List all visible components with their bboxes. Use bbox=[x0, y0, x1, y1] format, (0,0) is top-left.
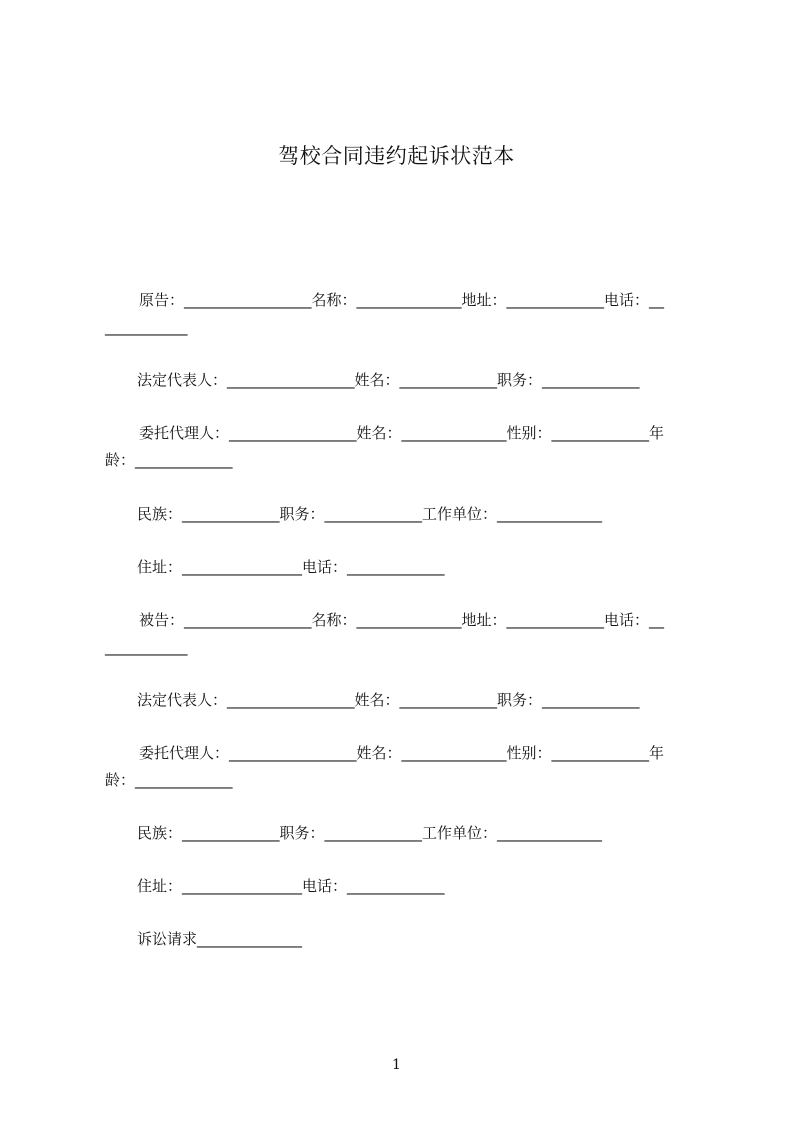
plaintiff-ethnic-text: 民族：_____________职务：_____________工作单位：______________ bbox=[137, 505, 603, 523]
claims-line bbox=[105, 926, 705, 953]
defendant-legal-rep-text: 法定代表人：_________________姓名：_____________职务：_____________ bbox=[137, 691, 640, 709]
claims-text: 诉讼请求______________ bbox=[137, 930, 303, 948]
defendant-line-text: 被告：_________________名称：______________地址：_____________电话：__ bbox=[139, 611, 665, 629]
plaintiff-line-continued bbox=[105, 314, 705, 341]
defendant-address-text: 住址：________________电话：_____________ bbox=[137, 877, 445, 895]
defendant-line-continued bbox=[105, 634, 705, 661]
defendant-agent-line-continued bbox=[105, 767, 705, 794]
defendant-phone-blank: ___________ bbox=[105, 638, 188, 656]
plaintiff-agent-age: 龄：_____________ bbox=[105, 451, 233, 469]
defendant-address-line bbox=[105, 873, 705, 900]
defendant-agent-age: 龄：_____________ bbox=[105, 771, 233, 789]
plaintiff-legal-rep-text: 法定代表人：_________________姓名：_____________职务：_____________ bbox=[137, 371, 640, 389]
defendant-line bbox=[105, 607, 705, 634]
plaintiff-ethnic-line bbox=[105, 501, 705, 528]
plaintiff-legal-rep-line bbox=[105, 367, 705, 394]
plaintiff-line-text: 原告：_________________名称：______________地址：_____________电话：__ bbox=[139, 291, 665, 309]
page-number: 1 bbox=[392, 1057, 401, 1073]
defendant-legal-rep-line bbox=[105, 687, 705, 714]
plaintiff-phone-blank: ___________ bbox=[105, 318, 188, 336]
plaintiff-address-line bbox=[105, 554, 705, 581]
plaintiff-agent-line bbox=[105, 420, 705, 447]
plaintiff-agent-line-continued bbox=[105, 447, 705, 474]
defendant-agent-line bbox=[105, 740, 705, 767]
plaintiff-agent-text: 委托代理人：_________________姓名：______________性别：_____________年 bbox=[139, 424, 665, 442]
defendant-ethnic-line bbox=[105, 820, 705, 847]
defendant-agent-text: 委托代理人：_________________姓名：______________性别：_____________年 bbox=[139, 744, 665, 762]
defendant-ethnic-text: 民族：_____________职务：_____________工作单位：______________ bbox=[137, 824, 603, 842]
plaintiff-address-text: 住址：________________电话：_____________ bbox=[137, 558, 445, 576]
page-title: 驾校合同违约起诉状范本 bbox=[278, 144, 515, 168]
plaintiff-line bbox=[105, 287, 705, 314]
